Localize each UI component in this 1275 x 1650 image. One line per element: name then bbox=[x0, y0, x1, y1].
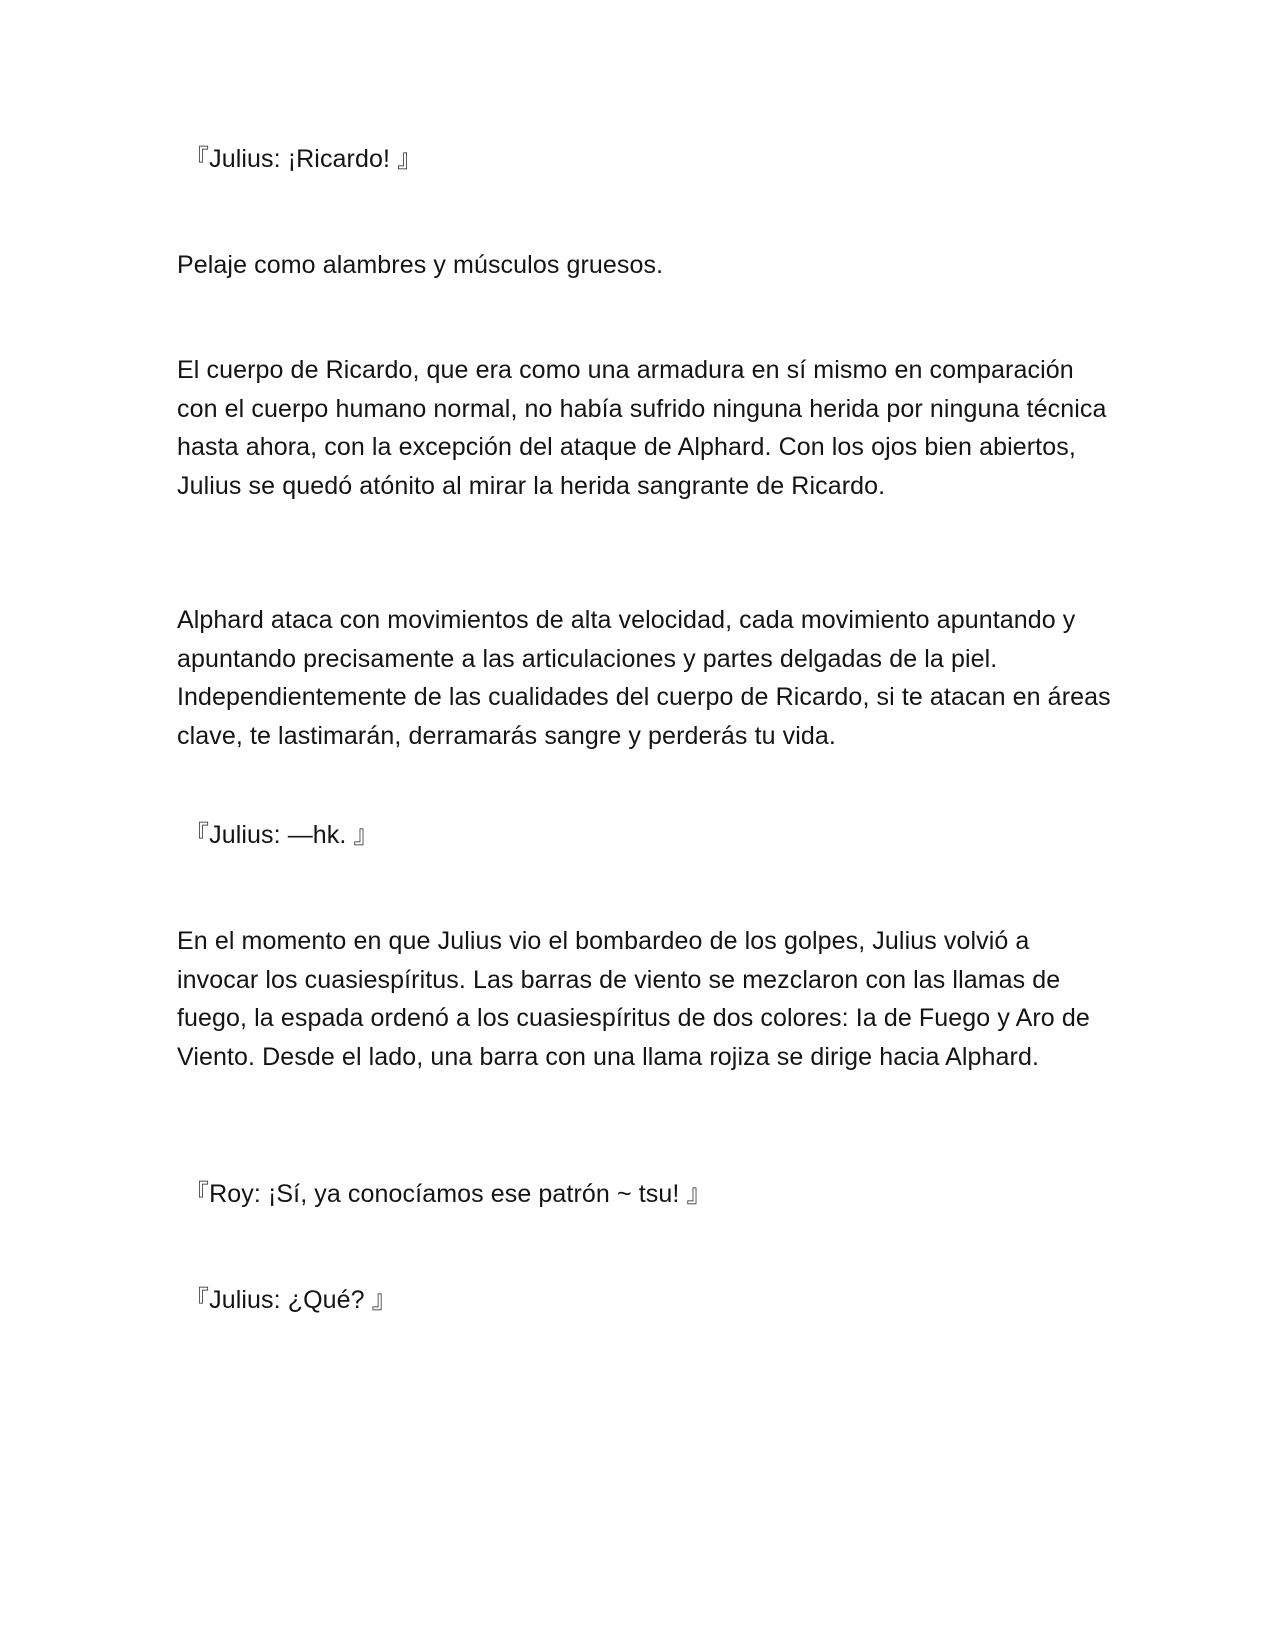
narration-paragraph: Alphard ataca con movimientos de alta velocidad, cada movimiento apuntando y apuntando precisamente a las articulaciones y partes delgadas de la piel. Independientemente de las cualidades del cuerpo de Ricardo, si te atacan en áreas clave, te lastimarán, derramarás sangre y perderás tu vida. bbox=[177, 606, 1111, 750]
dialogue-line: 『Julius: —hk. 』 bbox=[184, 821, 379, 849]
narration-paragraph: El cuerpo de Ricardo, que era como una armadura en sí mismo en comparación con el cuerpo humano normal, no había sufrido ninguna herida por ninguna técnica hasta ahora, con la excepción del ataque de Alphard. Con los ojos bien abiertos, Julius se quedó atónito al mirar la herida sangrante de Ricardo. bbox=[177, 356, 1107, 500]
dialogue-line: 『Julius: ¿Qué? 』 bbox=[184, 1286, 397, 1314]
narration-paragraph: En el momento en que Julius vio el bombardeo de los golpes, Julius volvió a invocar los cuasiespíritus. Las barras de viento se mezclaron con las llamas de fuego, la espada ordenó a los cuasiespíritus de dos colores: Ia de Fuego y Aro de Viento. Desde el lado, una barra con una llama rojiza se dirige hacia Alphard. bbox=[177, 927, 1090, 1071]
dialogue-line: 『Julius: ¡Ricardo! 』 bbox=[184, 145, 423, 173]
narration-paragraph: Pelaje como alambres y músculos gruesos. bbox=[177, 251, 664, 279]
dialogue-line: 『Roy: ¡Sí, ya conocíamos ese patrón ~ tsu! 』 bbox=[184, 1180, 712, 1208]
